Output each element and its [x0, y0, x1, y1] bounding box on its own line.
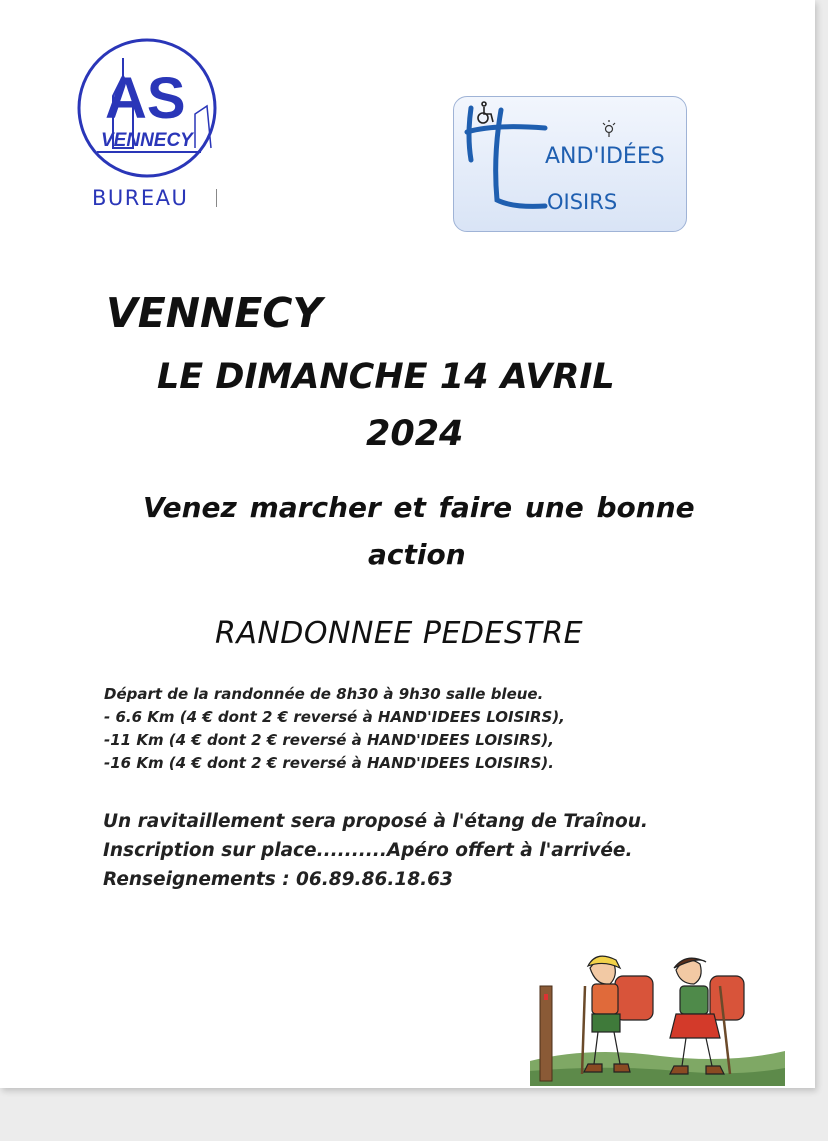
- info-refreshment: Un ravitaillement sera proposé à l'étang de Traînou.: [103, 811, 648, 832]
- hiker-right: [670, 958, 744, 1074]
- tagline-line1: Venez marcher et faire une bonne: [143, 491, 695, 524]
- headline-town: VENNECY: [106, 289, 323, 337]
- as-vennecy-logo: [75, 36, 220, 181]
- tagline-line2: action: [368, 538, 466, 571]
- detail-line-departure: Départ de la randonnée de 8h30 à 9h30 salle bleue.: [104, 685, 544, 703]
- event-details: [104, 683, 565, 775]
- hikers-illustration: [530, 946, 785, 1086]
- detail-line-route: - 6.6 Km (4 € dont 2 € reversé à HAND'IDEES LOISIRS),: [104, 708, 565, 726]
- logo-subtitle: BUREAU: [92, 186, 189, 210]
- lightbulb-icon: [603, 120, 615, 137]
- logo-line-hand-idees: AND'IDÉES: [545, 144, 665, 169]
- wheelchair-icon: [478, 102, 493, 123]
- headline-year: 2024: [366, 414, 464, 454]
- as-logo-name: VENNECY: [101, 130, 193, 151]
- hand-idees-logo: [453, 96, 689, 234]
- headline-date: LE DIMANCHE 14 AVRIL: [157, 357, 615, 397]
- info-registration: Inscription sur place..........Apéro offert à l'arrivée.: [103, 840, 633, 861]
- detail-line-route: -11 Km (4 € dont 2 € reversé à HAND'IDEES LOISIRS),: [104, 731, 554, 749]
- logo-line-loisirs: OISIRS: [547, 190, 618, 214]
- detail-line-route: -16 Km (4 € dont 2 € reversé à HAND'IDEES LOISIRS).: [104, 754, 554, 772]
- info-contact: Renseignements : 06.89.86.18.63: [103, 869, 453, 890]
- event-infos: [103, 807, 648, 894]
- event-title: RANDONNEE PEDESTRE: [215, 616, 584, 651]
- logo-divider: [216, 189, 217, 207]
- as-letters: AS: [105, 66, 186, 131]
